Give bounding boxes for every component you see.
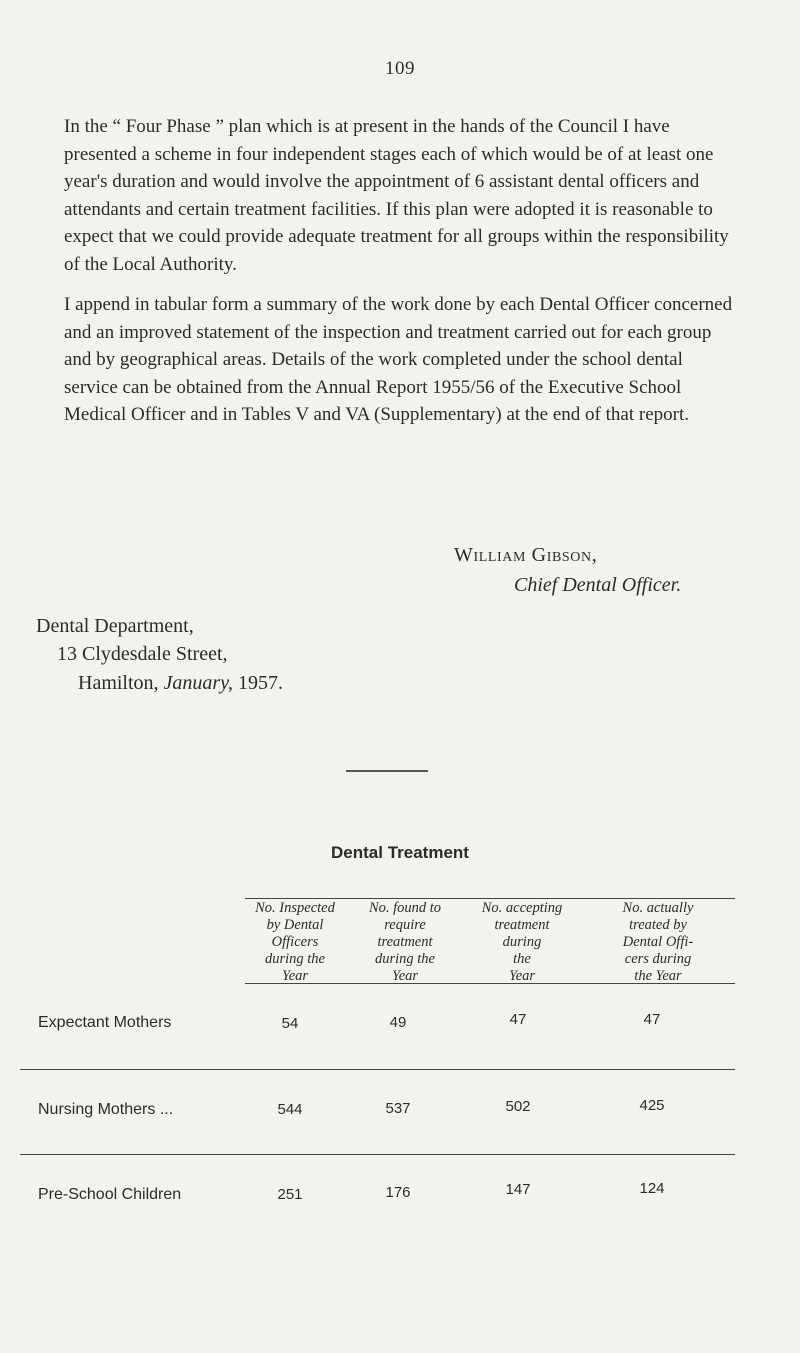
header-line: the Year <box>634 968 682 984</box>
header-line: No. Inspected <box>255 900 335 916</box>
header-line: No. actually <box>622 900 694 916</box>
column-header-accepting-treatment <box>462 900 582 985</box>
header-line: Dental Offi- <box>622 934 694 950</box>
paragraph-tabular-summary: I append in tabular form a summary of the work done by each Dental Officer concerned and an improved statement of the inspection and treatment carried out for each group and by geographical areas. Details of the work completed under the school dental service can be obtained from the Annual Report 1955/56 of the Executive School Medical Officer and in Tables V and VA (Supplementary) at the end of that report. <box>64 294 733 425</box>
section-divider <box>346 770 428 772</box>
header-line: the <box>513 951 531 967</box>
header-line: cers during <box>624 951 692 967</box>
signature-name: William Gibson, <box>454 544 598 566</box>
header-line: Officers <box>271 934 319 950</box>
header-line: by Dental <box>266 917 324 933</box>
header-line: during the <box>374 951 435 967</box>
table-cell: 544 <box>277 1101 303 1118</box>
table-cell: 54 <box>281 1015 299 1032</box>
table-cell: 47 <box>509 1011 527 1028</box>
header-line: during <box>502 934 542 950</box>
signature-title: Chief Dental Officer. <box>514 574 682 596</box>
header-line: Year <box>281 968 309 984</box>
table-cell: 425 <box>639 1097 665 1114</box>
table-cell: 147 <box>505 1181 531 1198</box>
header-line: Year <box>508 968 536 984</box>
table-cell: 176 <box>385 1184 411 1201</box>
paragraph-four-phase-plan: In the “ Four Phase ” plan which is at present in the hands of the Council I have presented a scheme in four independent stages each of which would be of at least one year's duration and would involve the appointment of 6 assistant dental officers and attendants and certain treatment facilities. If this plan were adopted it is reasonable to expect that we could provide adequate treatment for all groups within the responsibility of the Local Authority. <box>64 116 729 275</box>
header-line: Year <box>391 968 419 984</box>
column-header-actually-treated <box>588 900 728 985</box>
row-label-nursing-mothers: Nursing Mothers ... <box>38 1101 174 1118</box>
table-title: Dental Treatment <box>331 843 469 862</box>
table-top-rule <box>245 898 735 899</box>
address-department: Dental Department, <box>36 615 194 637</box>
address-year: 1957. <box>232 672 283 694</box>
row-label-expectant-mothers: Expectant Mothers <box>38 1014 172 1031</box>
header-line: No. found to <box>368 900 442 916</box>
table-cell: 49 <box>389 1014 407 1031</box>
table-cell: 47 <box>643 1011 661 1028</box>
row-label-pre-school-children: Pre-School Children <box>38 1186 182 1203</box>
address-city-date <box>78 669 283 697</box>
row-divider <box>20 1154 735 1155</box>
header-line: treatment <box>494 917 550 933</box>
header-line: during the <box>264 951 325 967</box>
page-number: 109 <box>385 58 415 79</box>
header-line: treatment <box>377 934 433 950</box>
table-cell: 251 <box>277 1186 303 1203</box>
header-line: require <box>384 917 426 933</box>
column-header-inspected <box>240 900 350 985</box>
address-street: 13 Clydesdale Street, <box>57 643 228 665</box>
address-city: Hamilton, <box>78 672 164 694</box>
table-cell: 502 <box>505 1098 531 1115</box>
column-header-require-treatment <box>350 900 460 985</box>
header-line: No. accepting <box>481 900 563 916</box>
table-cell: 124 <box>639 1180 665 1197</box>
address-month: January, <box>163 672 233 694</box>
row-divider <box>20 1069 735 1070</box>
header-line: treated by <box>629 917 687 933</box>
table-cell: 537 <box>385 1100 411 1117</box>
